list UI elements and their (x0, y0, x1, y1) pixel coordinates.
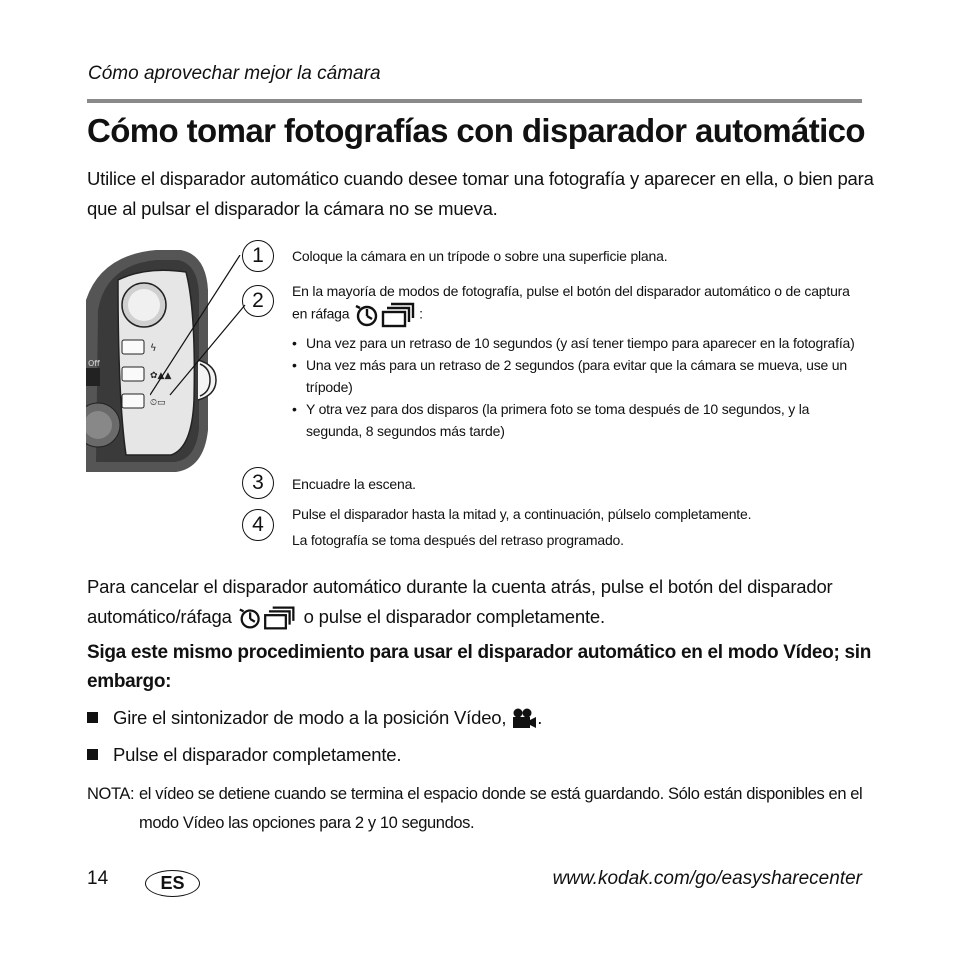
step-number-2: 2 (242, 285, 274, 317)
cancel-text-main: Para cancelar el disparador automático durante la cuenta atrás, pulse el botón del disparador automático/ráfaga (87, 576, 833, 627)
off-label: Off (88, 359, 100, 368)
note-text: el vídeo se detiene cuando se termina el espacio donde se está guardando. Sólo están disponibles en el modo Vídeo las opciones para 2 y 10 segundos. (139, 785, 863, 832)
callout-lines (150, 255, 260, 400)
step-2-text (292, 280, 857, 328)
video-item-2-text: Pulse el disparador completamente. (113, 744, 402, 765)
step-4-text: Pulse el disparador hasta la mitad y, a continuación, púlselo completamente. (292, 506, 752, 522)
step-1-text: Coloque la cámara en un trípode o sobre una superficie plana. (292, 248, 668, 264)
page-title: Cómo tomar fotografías con disparador automático (87, 112, 865, 149)
website-url: www.kodak.com/go/easysharecenter (552, 868, 862, 889)
svg-text:⏲▭: ⏲▭ (150, 398, 166, 408)
note-label: NOTA: (87, 785, 135, 803)
cancel-text-end: o pulse el disparador completamente. (303, 606, 605, 627)
square-bullet-icon (87, 749, 98, 760)
list-item (87, 704, 542, 732)
step-2-colon: : (419, 305, 423, 322)
language-badge: ES (145, 870, 200, 897)
svg-text:✿▲▲: ✿▲▲ (150, 371, 172, 381)
step-number-4: 4 (242, 509, 274, 541)
video-camera-icon (511, 708, 537, 730)
step-2-bullet-list (292, 332, 862, 442)
list-item: • Una vez para un retraso de 10 segundos (y así tener tiempo para aparecer en la fotografía) (292, 332, 862, 354)
video-item-1-end: . (537, 707, 543, 728)
step-3-text: Encuadre la escena. (292, 476, 416, 492)
running-head: Cómo aprovechar mejor la cámara (88, 63, 381, 84)
self-timer-burst-icon (237, 605, 299, 631)
page-number: 14 (87, 868, 109, 889)
list-item (87, 741, 401, 769)
svg-text:ϟ: ϟ (150, 343, 157, 354)
step-number-3: 3 (242, 467, 274, 499)
step-2-text-main: En la mayoría de modos de fotografía, pulse el botón del disparador automático o de captura en ráfaga (292, 283, 850, 322)
self-timer-burst-icon (353, 302, 419, 328)
cancel-paragraph (87, 572, 877, 632)
list-item: • Una vez más para un retraso de 2 segundos (para evitar que la cámara se mueva, use un trípode) (292, 354, 862, 398)
video-item-1-text: Gire el sintonizador de modo a la posición Vídeo, (113, 707, 507, 728)
list-item: • Y otra vez para dos disparos (la primera foto se toma después de 10 segundos, y la segunda, 8 segundos más tarde) (292, 398, 862, 442)
intro-paragraph: Utilice el disparador automático cuando desee tomar una fotografía y aparecer en ella, o bien para que al pulsar el disparador la cámara no se mueva. (87, 168, 874, 219)
step-number-1: 1 (242, 240, 274, 272)
square-bullet-icon (87, 712, 98, 723)
header-rule (87, 99, 862, 103)
step-4-subtext: La fotografía se toma después del retraso programado. (292, 532, 624, 548)
video-section-heading: Siga este mismo procedimiento para usar el disparador automático en el modo Vídeo; sin embargo: (87, 642, 872, 692)
